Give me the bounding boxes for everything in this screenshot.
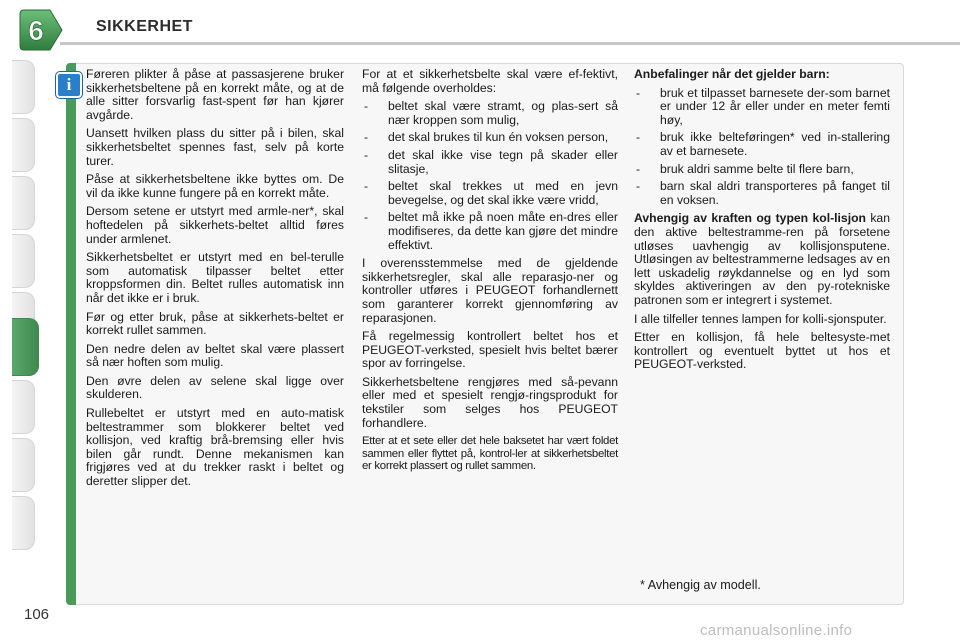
column-1 xyxy=(86,68,344,494)
list-item-text: barn skal aldri transporteres på fanget til en voksen. xyxy=(660,179,890,207)
dash-bullet: - xyxy=(636,85,641,100)
header-rule xyxy=(60,42,960,45)
paragraph: I overensstemmelse med de gjeldende sikkerhetsregler, skal alle reparasjo-ner og kontroller utføres i PEUGEOT forhandlernett som garanterer korrekt gjennomføring av reparasjonen. xyxy=(362,256,618,325)
paragraph: Sikkerhetsbeltene rengjøres med så-pevann eller med et spesielt rengjø-ringsprodukt for tekstiler som selges hos PEUGEOT forhandlere. xyxy=(362,374,618,430)
paragraph: Uansett hvilken plass du sitter på i bilen, skal sikkerhetsbeltet spennes fast, selv på korte turer. xyxy=(86,126,344,168)
side-tab-1[interactable] xyxy=(12,60,35,114)
list-item-text: bruk et tilpasset barnesete der-som barnet er under 12 år eller under en meter femti høy, xyxy=(660,85,890,127)
side-tab-3[interactable] xyxy=(12,176,35,230)
paragraph xyxy=(634,212,890,307)
paragraph: Før og etter bruk, påse at sikkerhets-beltet er korrekt rullet sammen. xyxy=(86,309,344,338)
list-item xyxy=(362,211,618,252)
list-item xyxy=(362,180,618,207)
paragraph-rest: kan den aktive beltestramme-ren på forsetene utløses uavhengig av kollisjonsputene. Utløsingen av beltestrammerne ledsages av en lett uskadelig røykdannelse og en lyd som skyldes aktiveringen av den py-rotekniske patronen som er integrert i systemet. xyxy=(634,211,890,307)
paragraph: Den nedre delen av beltet skal være plassert så nær hoften som mulig. xyxy=(86,341,344,370)
list-item xyxy=(362,131,618,145)
page-number: 106 xyxy=(24,606,50,623)
watermark: carmanualsonline.info xyxy=(700,622,853,639)
list-item-text: det skal ikke vise tegn på skader eller slitasje, xyxy=(388,147,618,176)
requirements-list xyxy=(362,100,618,252)
dash-bullet: - xyxy=(636,179,641,194)
column-3 xyxy=(634,68,890,377)
list-item xyxy=(362,100,618,127)
info-icon: i xyxy=(56,72,82,98)
list-item xyxy=(634,180,890,207)
list-item xyxy=(634,87,890,128)
list-item xyxy=(362,149,618,176)
list-item xyxy=(634,131,890,158)
bold-lead: Avhengig av kraften og typen kol-lisjon xyxy=(634,211,866,226)
side-tab-7[interactable] xyxy=(12,380,35,434)
paragraph-note: Etter at et sete eller det hele baksetet har vært foldet sammen eller flyttet på, kontrol-ler at sikkerhetsbeltet er korrekt plassert og rullet sammen. xyxy=(362,435,618,473)
paragraph: Sikkerhetsbeltet er utstyrt med en bel-terulle som automatisk tilpasser beltet etter kroppsformen din. Beltet rulles automatisk inn når det ikke er i bruk. xyxy=(86,250,344,305)
side-tab-8[interactable] xyxy=(12,438,35,492)
dash-bullet: - xyxy=(636,130,641,145)
dash-bullet: - xyxy=(636,161,641,176)
section-heading: Anbefalinger når det gjelder barn: xyxy=(634,67,830,81)
dash-bullet: - xyxy=(364,147,369,162)
child-recommendations-list xyxy=(634,87,890,208)
list-item xyxy=(634,163,890,177)
side-tab-2[interactable] xyxy=(12,118,35,172)
paragraph: Den øvre delen av selene skal ligge over skulderen. xyxy=(86,373,344,402)
paragraph: Rullebeltet er utstyrt med en auto-matisk beltestrammer som blokkerer beltet ved kollisjon, ved kraftig brå-bremsing eller hvis bilen går rundt. Denne mekanismen kan frigjøres ved at du trekker raskt i beltet og deretter slipper det. xyxy=(86,406,344,489)
side-tab-9[interactable] xyxy=(12,496,35,550)
list-item-text: bruk ikke belteføringen* ved in-stallering av et barnesete. xyxy=(660,130,890,158)
paragraph: Påse at sikkerhetsbeltene ikke byttes om. De vil da ikke kunne fungere på en korrekt måte. xyxy=(86,172,344,200)
paragraph: Dersom setene er utstyrt med armle-ner*, skal hoftedelen på sikkerhets-beltet alltid føres under armlenet. xyxy=(86,204,344,246)
intro-text: For at et sikkerhetsbelte skal være ef-fektivt, må følgende overholdes: xyxy=(362,67,618,95)
chapter-badge xyxy=(16,8,64,52)
dash-bullet: - xyxy=(364,99,369,114)
paragraph: Føreren plikter å påse at passasjerene bruker sikkerhetsbeltene på en korrekt måte, og at de alle sitter forsvarlig fast-spent før han kjører avgårde. xyxy=(86,67,344,122)
column-2 xyxy=(362,68,618,478)
list-item-text: beltet skal trekkes ut med en jevn bevegelse, og det skal ikke være vridd, xyxy=(388,179,618,207)
footnote: * Avhengig av modell. xyxy=(640,578,761,592)
list-item-text: beltet må ikke på noen måte en-dres eller modifiseres, da dette kan gjøre det mindre effektivt. xyxy=(388,210,618,252)
dash-bullet: - xyxy=(364,130,369,145)
accent-strip xyxy=(66,63,76,605)
paragraph: Etter en kollisjon, få hele beltesyste-met kontrollert og eventuelt byttet ut hos et PEUGEOT-verksted. xyxy=(634,330,890,372)
side-tab-4[interactable] xyxy=(12,234,35,288)
list-item-text: det skal brukes til kun én voksen person, xyxy=(388,130,609,145)
side-tab-6-active[interactable] xyxy=(12,318,39,376)
list-item-text: beltet skal være stramt, og plas-sert så nær kroppen som mulig, xyxy=(388,99,618,127)
dash-bullet: - xyxy=(364,210,369,225)
paragraph: I alle tilfeller tennes lampen for kolli-sjonsputer. xyxy=(634,311,887,326)
list-item-text: bruk aldri samme belte til flere barn, xyxy=(660,161,854,176)
side-tab-strip xyxy=(0,60,40,580)
paragraph: Få regelmessig kontrollert beltet hos et PEUGEOT-verksted, spesielt hvis beltet bærer spor av forringelse. xyxy=(362,329,618,371)
dash-bullet: - xyxy=(364,179,369,194)
chapter-title: SIKKERHET xyxy=(96,18,193,35)
chapter-number: 6 xyxy=(28,15,44,46)
